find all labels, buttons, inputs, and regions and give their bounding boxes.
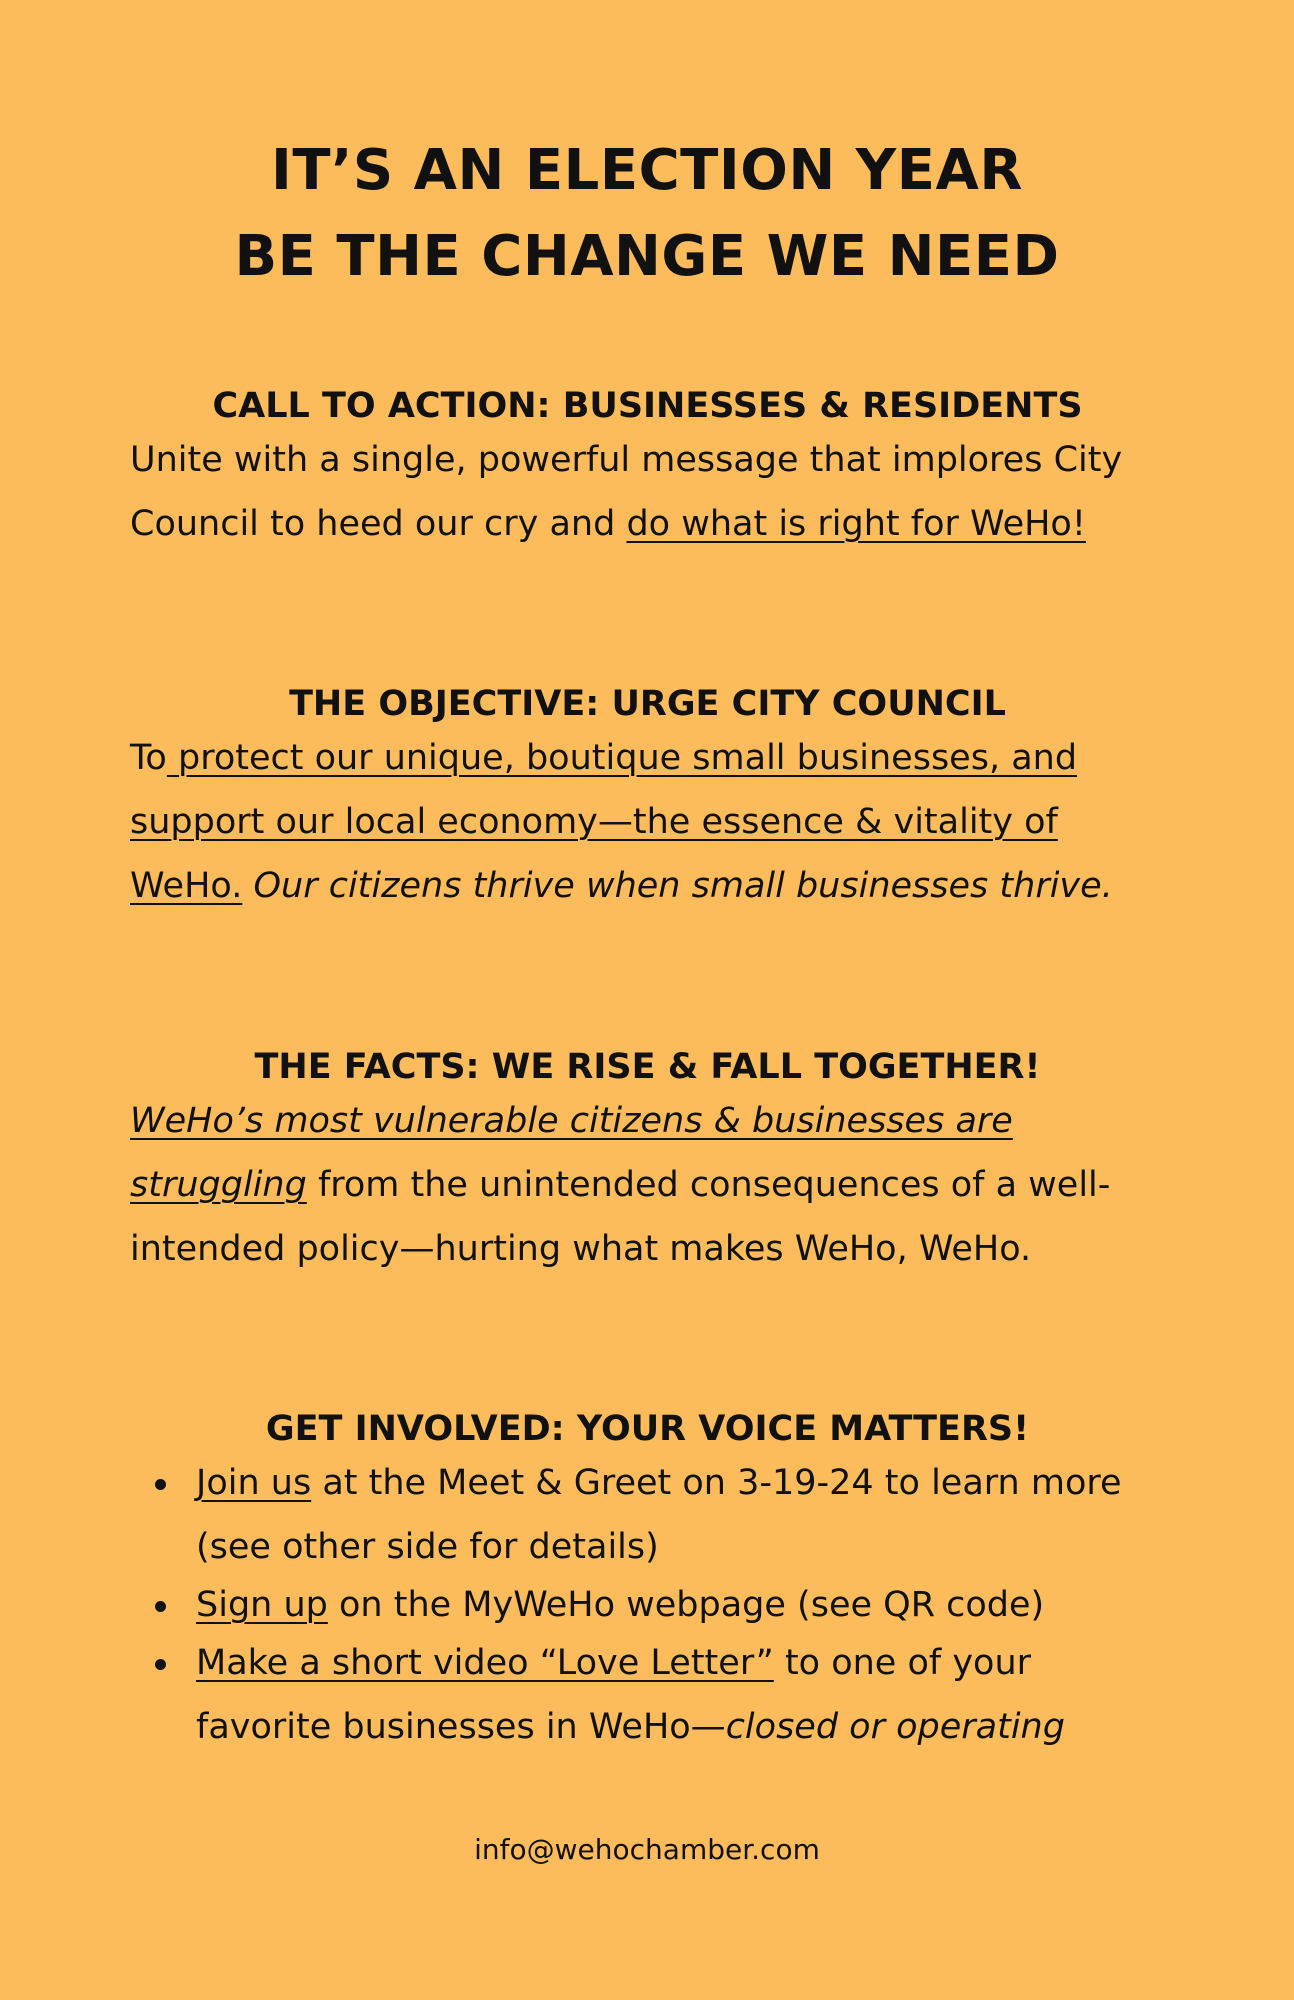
call-to-action-section — [130, 384, 1165, 556]
get-involved-section — [130, 1407, 1165, 1753]
get-involved-list — [130, 1451, 1165, 1759]
objective-text-italic: Our citizens thrive when small businesses thrive. — [242, 866, 1113, 906]
call-to-action-text — [130, 428, 1165, 556]
title-line-1: IT’S AN ELECTION YEAR — [271, 138, 1023, 203]
get-involved-heading: GET INVOLVED: YOUR VOICE MATTERS! — [265, 1409, 1030, 1449]
objective-text-lead: To — [130, 738, 167, 778]
sign-up-link[interactable]: Sign up — [196, 1585, 328, 1625]
facts-text-italic-underlined: WeHo’s most vulnerable citizens & businesses are struggling — [130, 1101, 1013, 1205]
list-item — [130, 1631, 1165, 1759]
facts-text-plain: from the unintended consequences of a well-intended policy—hurting what makes WeHo, WeHo. — [130, 1165, 1111, 1269]
page-title — [0, 128, 1294, 300]
objective-section — [130, 682, 1165, 918]
call-to-action-text-plain: Unite with a single, powerful message that implores City Council to heed our cry and — [130, 440, 1123, 544]
list-item-italic-text: closed or operating — [725, 1707, 1065, 1747]
title-line-2: BE THE CHANGE WE NEED — [234, 224, 1060, 289]
bullet-icon — [155, 1601, 166, 1612]
list-item-text: on the MyWeHo webpage (see QR code) — [327, 1585, 1045, 1625]
call-to-action-text-underlined: do what is right for WeHo! — [626, 504, 1086, 544]
objective-text — [130, 726, 1165, 918]
facts-heading: THE FACTS: WE RISE & FALL TOGETHER! — [254, 1047, 1041, 1087]
love-letter-link[interactable]: Make a short video “Love Letter” — [196, 1643, 774, 1683]
list-item-text: to one of your favorite businesses in WeHo— — [196, 1643, 1032, 1747]
objective-text-underlined: protect our unique, boutique small businesses, and support our local economy—the essence & vitality of WeHo. — [130, 738, 1078, 906]
join-us-link[interactable]: Join us — [196, 1463, 312, 1503]
objective-heading: THE OBJECTIVE: URGE CITY COUNCIL — [289, 684, 1006, 724]
list-item — [130, 1451, 1165, 1579]
bullet-icon — [155, 1479, 166, 1490]
contact-email[interactable]: info@wehochamber.com — [474, 1833, 820, 1866]
bullet-icon — [155, 1659, 166, 1670]
list-item — [130, 1573, 1165, 1637]
facts-text — [130, 1089, 1165, 1281]
call-to-action-heading: CALL TO ACTION: BUSINESSES & RESIDENTS — [212, 386, 1083, 426]
list-item-text: at the Meet & Greet on 3-19-24 to learn more (see other side for details) — [196, 1463, 1122, 1567]
facts-section — [130, 1045, 1165, 1281]
